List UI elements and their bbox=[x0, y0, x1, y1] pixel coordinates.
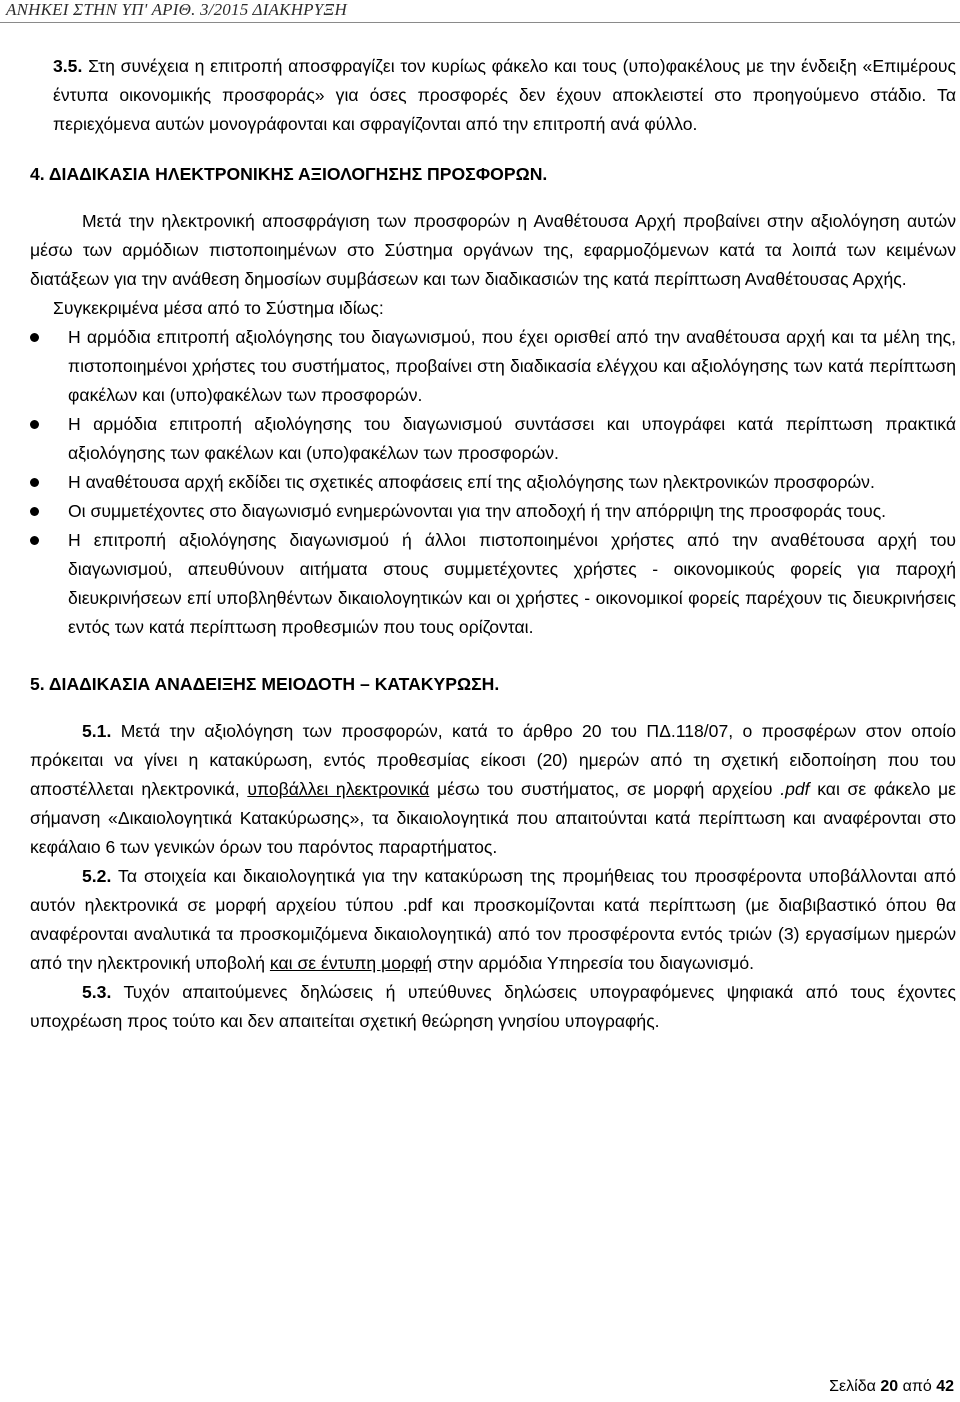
bullet-item bbox=[30, 323, 956, 410]
bullet-item bbox=[30, 526, 956, 642]
bullet-text: Η αναθέτουσα αρχή εκδίδει τις σχετικές αποφάσεις επί της αξιολόγησης των ηλεκτρονικών προσφορών. bbox=[68, 472, 875, 492]
pdf-extension: .pdf bbox=[780, 779, 810, 799]
bullet-text: Οι συμμετέχοντες στο διαγωνισμό ενημερώνονται για την αποδοχή ή την απόρριψη της προσφοράς τους. bbox=[68, 501, 887, 521]
underlined-text: υποβάλλει ηλεκτρονικά bbox=[247, 779, 430, 799]
bullet-text: Η αρμόδια επιτροπή αξιολόγησης του διαγωνισμού συντάσσει και υπογράφει κατά περίπτωση πρακτικά αξιολόγησης των φακέλων και (υπο)φακέλων των προσφορών. bbox=[68, 414, 956, 463]
bullet-icon bbox=[30, 536, 39, 545]
section-5-3-number: 5.3. bbox=[82, 982, 112, 1002]
section-4-heading: 4. ΔΙΑΔΙΚΑΣΙΑ ΗΛΕΚΤΡΟΝΙΚΗΣ ΑΞΙΟΛΟΓΗΣΗΣ ΠΡΟΣΦΟΡΩΝ. bbox=[30, 164, 548, 184]
underlined-text: και σε έντυπη μορφή bbox=[269, 953, 433, 973]
bullet-text: Η αρμόδια επιτροπή αξιολόγησης του διαγωνισμού, που έχει ορισθεί από την αναθέτουσα αρχή και τα μέλη της, πιστοποιημένοι χρήστες του συστήματος, προβαίνει στη διαδικασία ελέγχου και αξιολόγησης των κατά περίπτωση φακέλων και (υπο)φακέλων των προσφορών. bbox=[68, 327, 956, 405]
document-body bbox=[30, 52, 956, 1036]
section-5-heading: 5. ΔΙΑΔΙΚΑΣΙΑ ΑΝΑΔΕΙΞΗΣ ΜΕΙΟΔΟΤΗ – ΚΑΤΑΚΥΡΩΣΗ. bbox=[30, 674, 500, 694]
section-5-2-number: 5.2. bbox=[82, 866, 112, 886]
section-5-2: 5.2. Τα στοιχεία και δικαιολογητικά για την κατακύρωση της προμήθειας του προσφέροντα υποβάλλονται από αυτόν ηλεκτρονικά σε μορφή αρχείου τύπου .pdf και προσκομίζονται κατά περίπτωση (με διαβιβαστικό όπου θα αναφέρονται αναλυτικά τα προσκομιζόμενα δικαιολογητικά) από τον προσφέροντα εντός τριών (3) εργασίμων ημερών από την ηλεκτρονική υποβολή και σε έντυπη μορφή στην αρμόδια Υπηρεσία του διαγωνισμό. bbox=[30, 866, 956, 973]
section-4-lead: Συγκεκριμένα μέσα από το Σύστημα ιδίως: bbox=[53, 298, 384, 318]
bullet-text: Η επιτροπή αξιολόγησης διαγωνισμού ή άλλοι πιστοποιημένοι χρήστες από την αναθέτουσα αρχή του διαγωνισμού, απευθύνουν αιτήματα στους συμμετέχοντες χρήστες - οικονομικούς φορείς για παροχή διευκρινήσεων επί υποβληθέντων δικαιολογητικών και οι χρήστες - οικονομικοί φορείς παρέχουν τις διευκρινήσεις εντός των κατά περίπτωση προθεσμιών που τους ορίζονται. bbox=[68, 530, 956, 637]
bullet-icon bbox=[30, 420, 39, 429]
header-rule bbox=[0, 22, 960, 23]
bullet-icon bbox=[30, 507, 39, 516]
section-4-bullets bbox=[30, 323, 956, 642]
bullet-item bbox=[30, 468, 956, 497]
section-5-1: 5.1. Μετά την αξιολόγηση των προσφορών, κατά το άρθρο 20 του ΠΔ.118/07, ο προσφέρων στον οποίο πρόκειται να γίνει η κατακύρωση, εντός προθεσμίας είκοσι (20) ημερών από τη σχετική ειδοποίηση που του αποστέλλεται ηλεκτρονικά, υποβάλλει ηλεκτρονικά μέσω του συστήματος, σε μορφή αρχείου .pdf και σε φάκελο με σήμανση «Δικαιολογητικά Κατακύρωσης», τα δικαιολογητικά που απαιτούνται κατά περίπτωση και αναφέρονται στο κεφάλαιο 6 των γενικών όρων του παρόντος παραρτήματος. bbox=[30, 721, 957, 857]
bullet-icon bbox=[30, 333, 39, 342]
running-header: ΑΝΗΚΕΙ ΣΤΗΝ ΥΠ' ΑΡΙΘ. 3/2015 ΔΙΑΚΗΡΥΞΗ bbox=[6, 0, 347, 19]
bullet-icon bbox=[30, 478, 39, 487]
section-3-5 bbox=[53, 52, 956, 139]
section-3-5-number: 3.5. bbox=[53, 56, 83, 76]
section-5-3: 5.3. Τυχόν απαιτούμενες δηλώσεις ή υπεύθυνες δηλώσεις υπογραφόμενες ψηφιακά από τους έχοντες υποχρέωση προς τούτο και δεν απαιτείται σχετική θεώρηση γνησίου υπογραφής. bbox=[30, 982, 956, 1031]
section-4-intro: Μετά την ηλεκτρονική αποσφράγιση των προσφορών η Αναθέτουσα Αρχή προβαίνει στην αξιολόγηση αυτών μέσω των αρμόδιων πιστοποιημένων στο Σύστημα οργάνων της, εφαρμοζόμενων κατά τα λοιπά των κειμένων διατάξεων για την ανάθεση δημοσίων συμβάσεων και των διαδικασιών της κατά περίπτωση Αναθέτουσας Αρχής. bbox=[30, 211, 956, 289]
bullet-item bbox=[30, 410, 956, 468]
bullet-item bbox=[30, 497, 956, 526]
section-5-1-number: 5.1. bbox=[82, 721, 112, 741]
section-3-5-text: Στη συνέχεια η επιτροπή αποσφραγίζει τον κυρίως φάκελο και τους (υπο)φακέλους με την ένδειξη «Επιμέρους έντυπα οικονομικής προσφοράς» για όσες προσφορές δεν έχουν αποκλειστεί στο προηγούμενο στάδιο. Τα περιεχόμενα αυτών μονογράφονται και σφραγίζονται από την επιτροπή ανά φύλλο. bbox=[53, 56, 956, 134]
page-number: Σελίδα 20 από 42 bbox=[829, 1378, 954, 1395]
